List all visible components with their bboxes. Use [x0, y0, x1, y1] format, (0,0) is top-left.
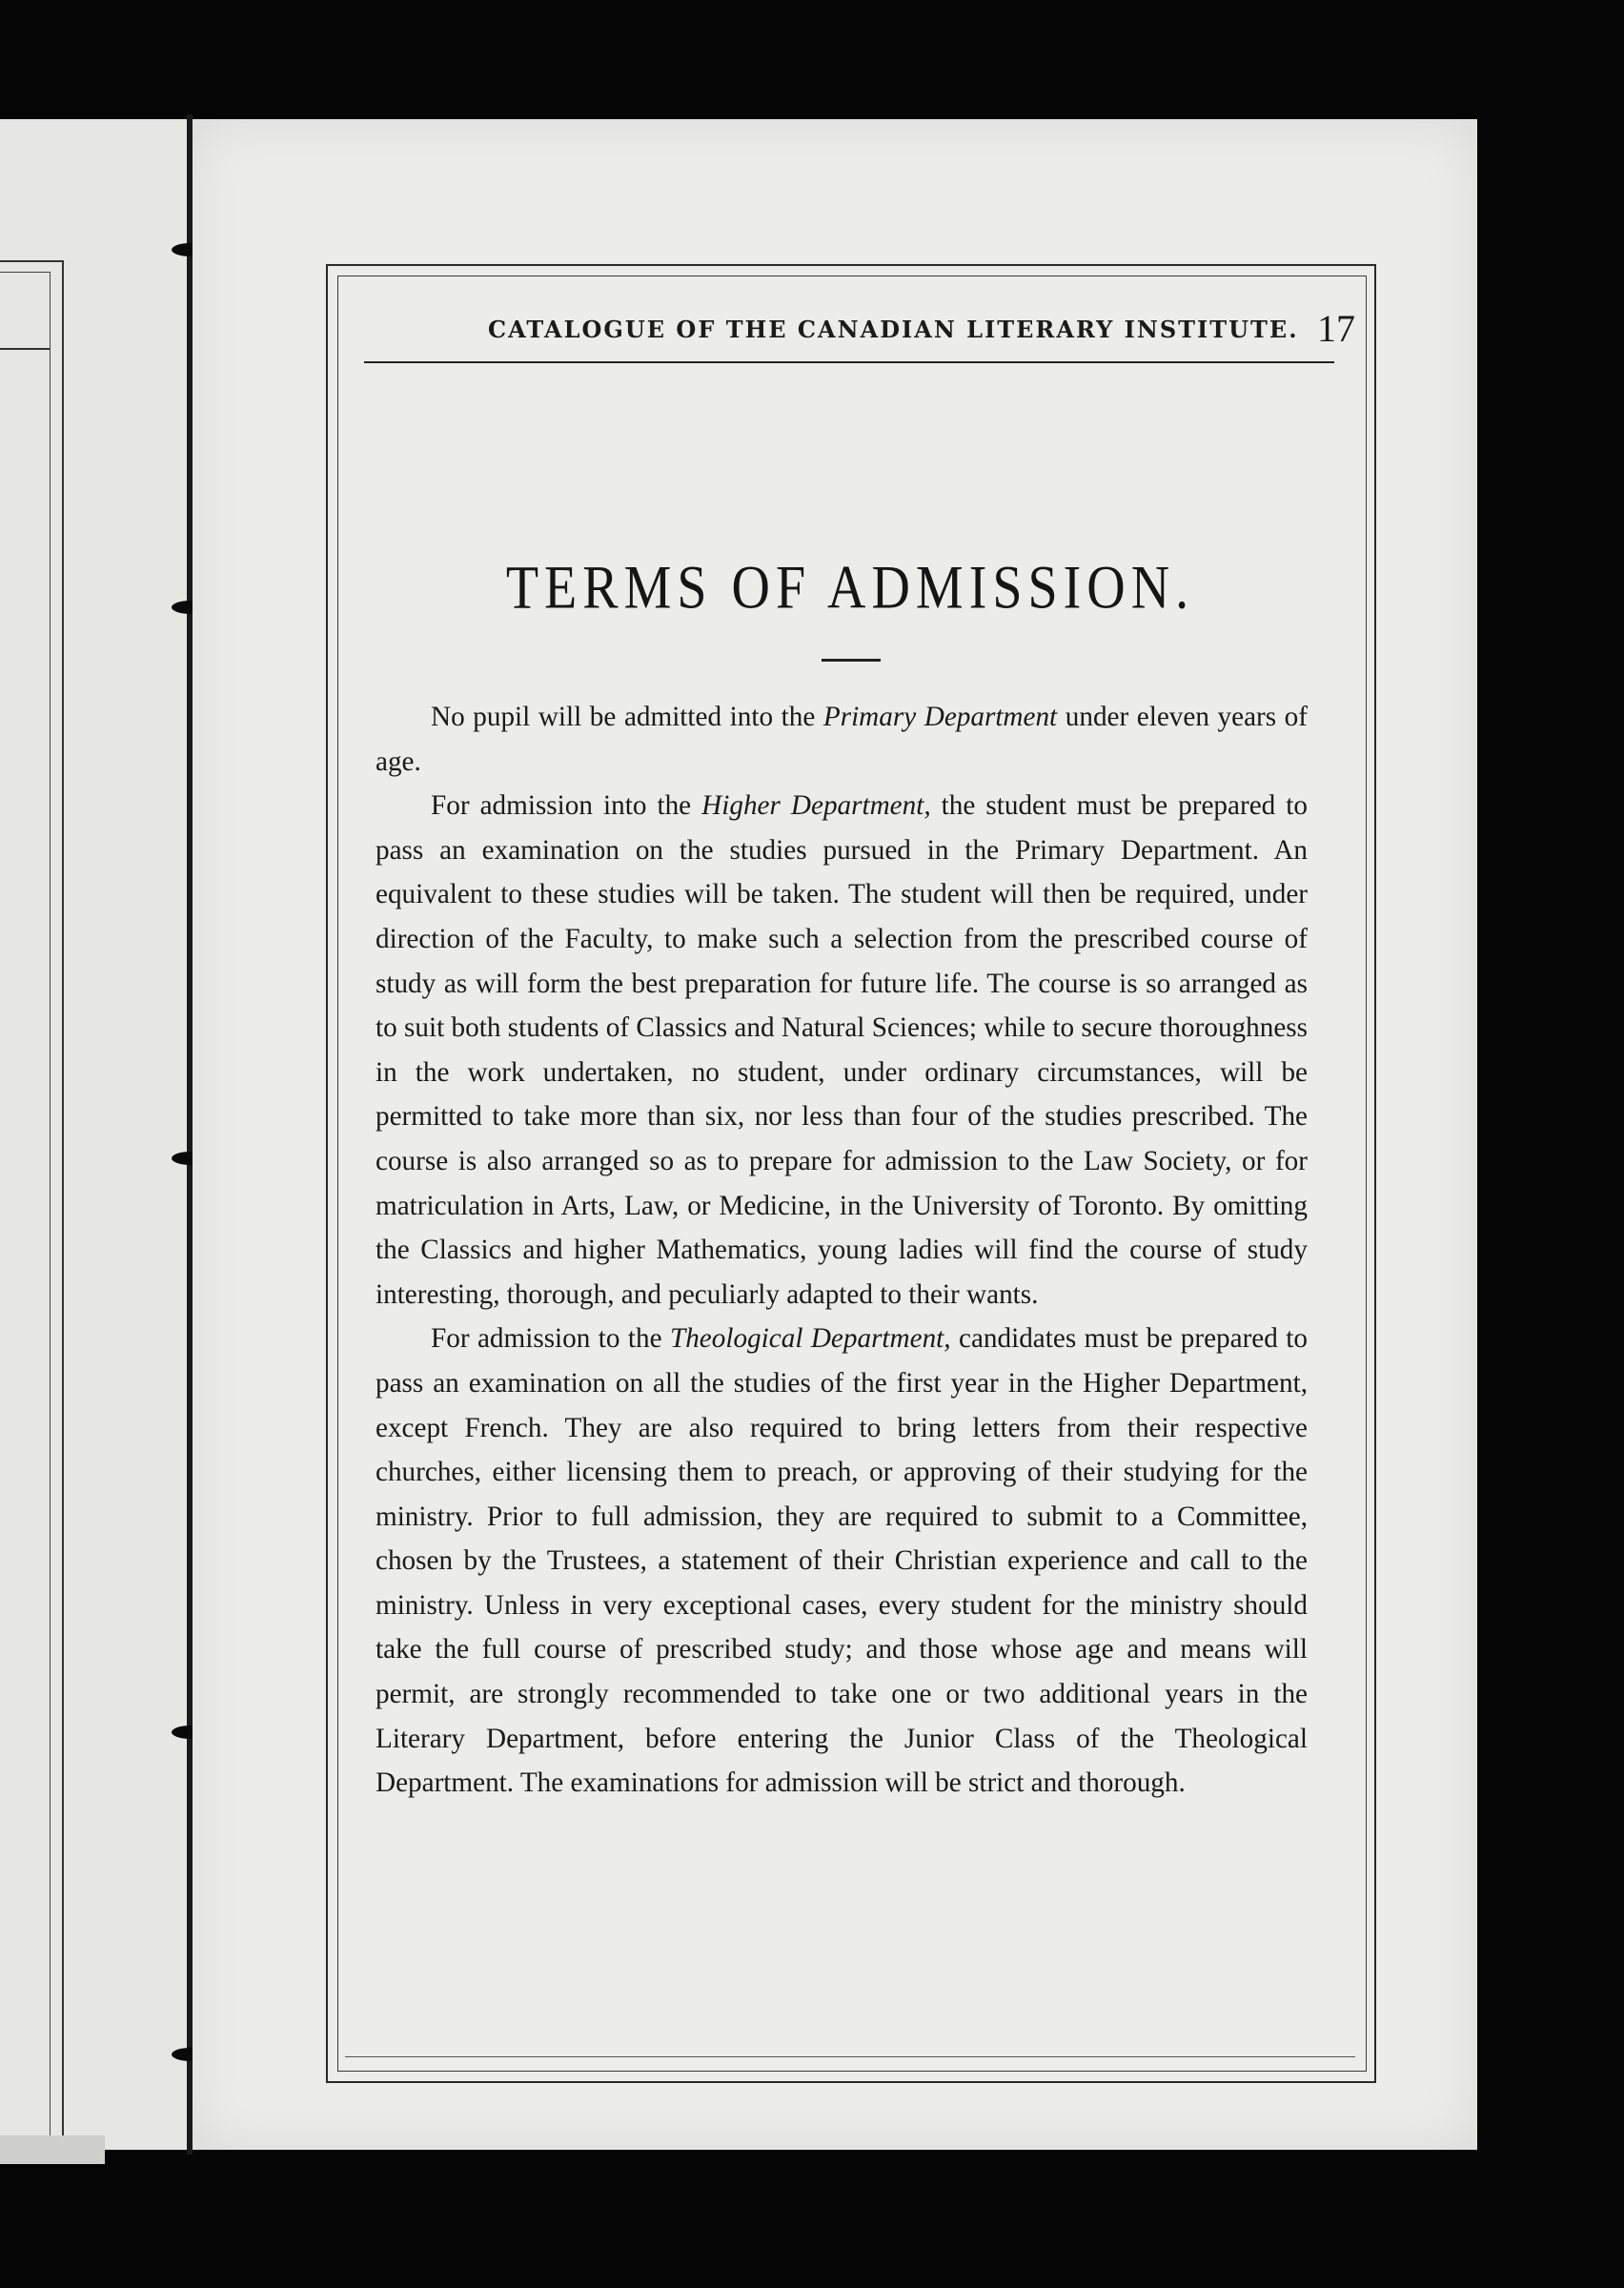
running-head-title: CATALOGUE OF THE CANADIAN LITERARY INSTITUTE. [488, 316, 1299, 343]
title-rule [822, 659, 881, 662]
paragraph [376, 784, 1308, 1317]
paragraph [376, 695, 1308, 784]
catalogue-page [193, 119, 1477, 2150]
italic-text-fragment: Theological Department, [669, 1323, 951, 1355]
italic-text-fragment: Higher Department, [701, 790, 931, 822]
bottom-rule [345, 2056, 1355, 2057]
text-fragment: For admission to the [431, 1323, 670, 1355]
previous-page-edge [0, 119, 191, 2150]
header-rule [364, 361, 1334, 363]
paragraph [376, 1317, 1308, 1806]
running-head [364, 300, 1355, 348]
text-fragment: under eleven years of age. [376, 702, 1308, 777]
page-number: 17 [1317, 307, 1355, 350]
text-fragment: the student must be prepared to pass an examination on the studies pursued in the Primary Department. An equivalent to these studies will be taken. The student will then be required, under direction of the Faculty, to make such a selection from the prescribed course of study as will form the best preparation for future life. The course is so arranged as to suit both students of Classics and Natural Sciences; while to secure thoroughness in the work undertaken, no student, under ordinary circumstances, will be permitted to take more than six, nor less than four of the studies prescribed. The course is also arranged so as to prepare for admission to the Law Society, or for matriculation in Arts, Law, or Medicine, in the University of Toronto. By omitting the Classics and higher Mathematics, young ladies will find the course of study interesting, thorough, and peculiarly adapted to their wants. [376, 790, 1308, 1310]
previous-page-rule [0, 348, 50, 350]
text-fragment: candidates must be prepared to pass an examination on all the studies of the first year in the Higher Department, except French. They are also required to bring letters from their respective churches, either licensing them to preach, or approving of their studying for the ministry. Prior to full admission, they are required to submit to a Committee, chosen by the Trustees, a statement of their Christian experience and call to the ministry. Unless in very exceptional cases, every student for the ministry should take the full course of prescribed study; and those whose age and means will permit, are strongly recommended to take one or two additional years in the Literary Department, before entering the Junior Class of the Theological Department. The examinations for admission will be strict and thorough. [376, 1323, 1308, 1799]
body-text [376, 695, 1308, 1806]
italic-text-fragment: Primary Department [822, 702, 1058, 732]
previous-page-frame-inner [0, 272, 51, 2148]
previous-page-strip [0, 2135, 105, 2164]
section-title: TERMS OF ADMISSION. [505, 554, 1195, 623]
text-fragment: For admission into the [431, 790, 702, 822]
text-fragment: No pupil will be admitted into the [431, 702, 823, 732]
